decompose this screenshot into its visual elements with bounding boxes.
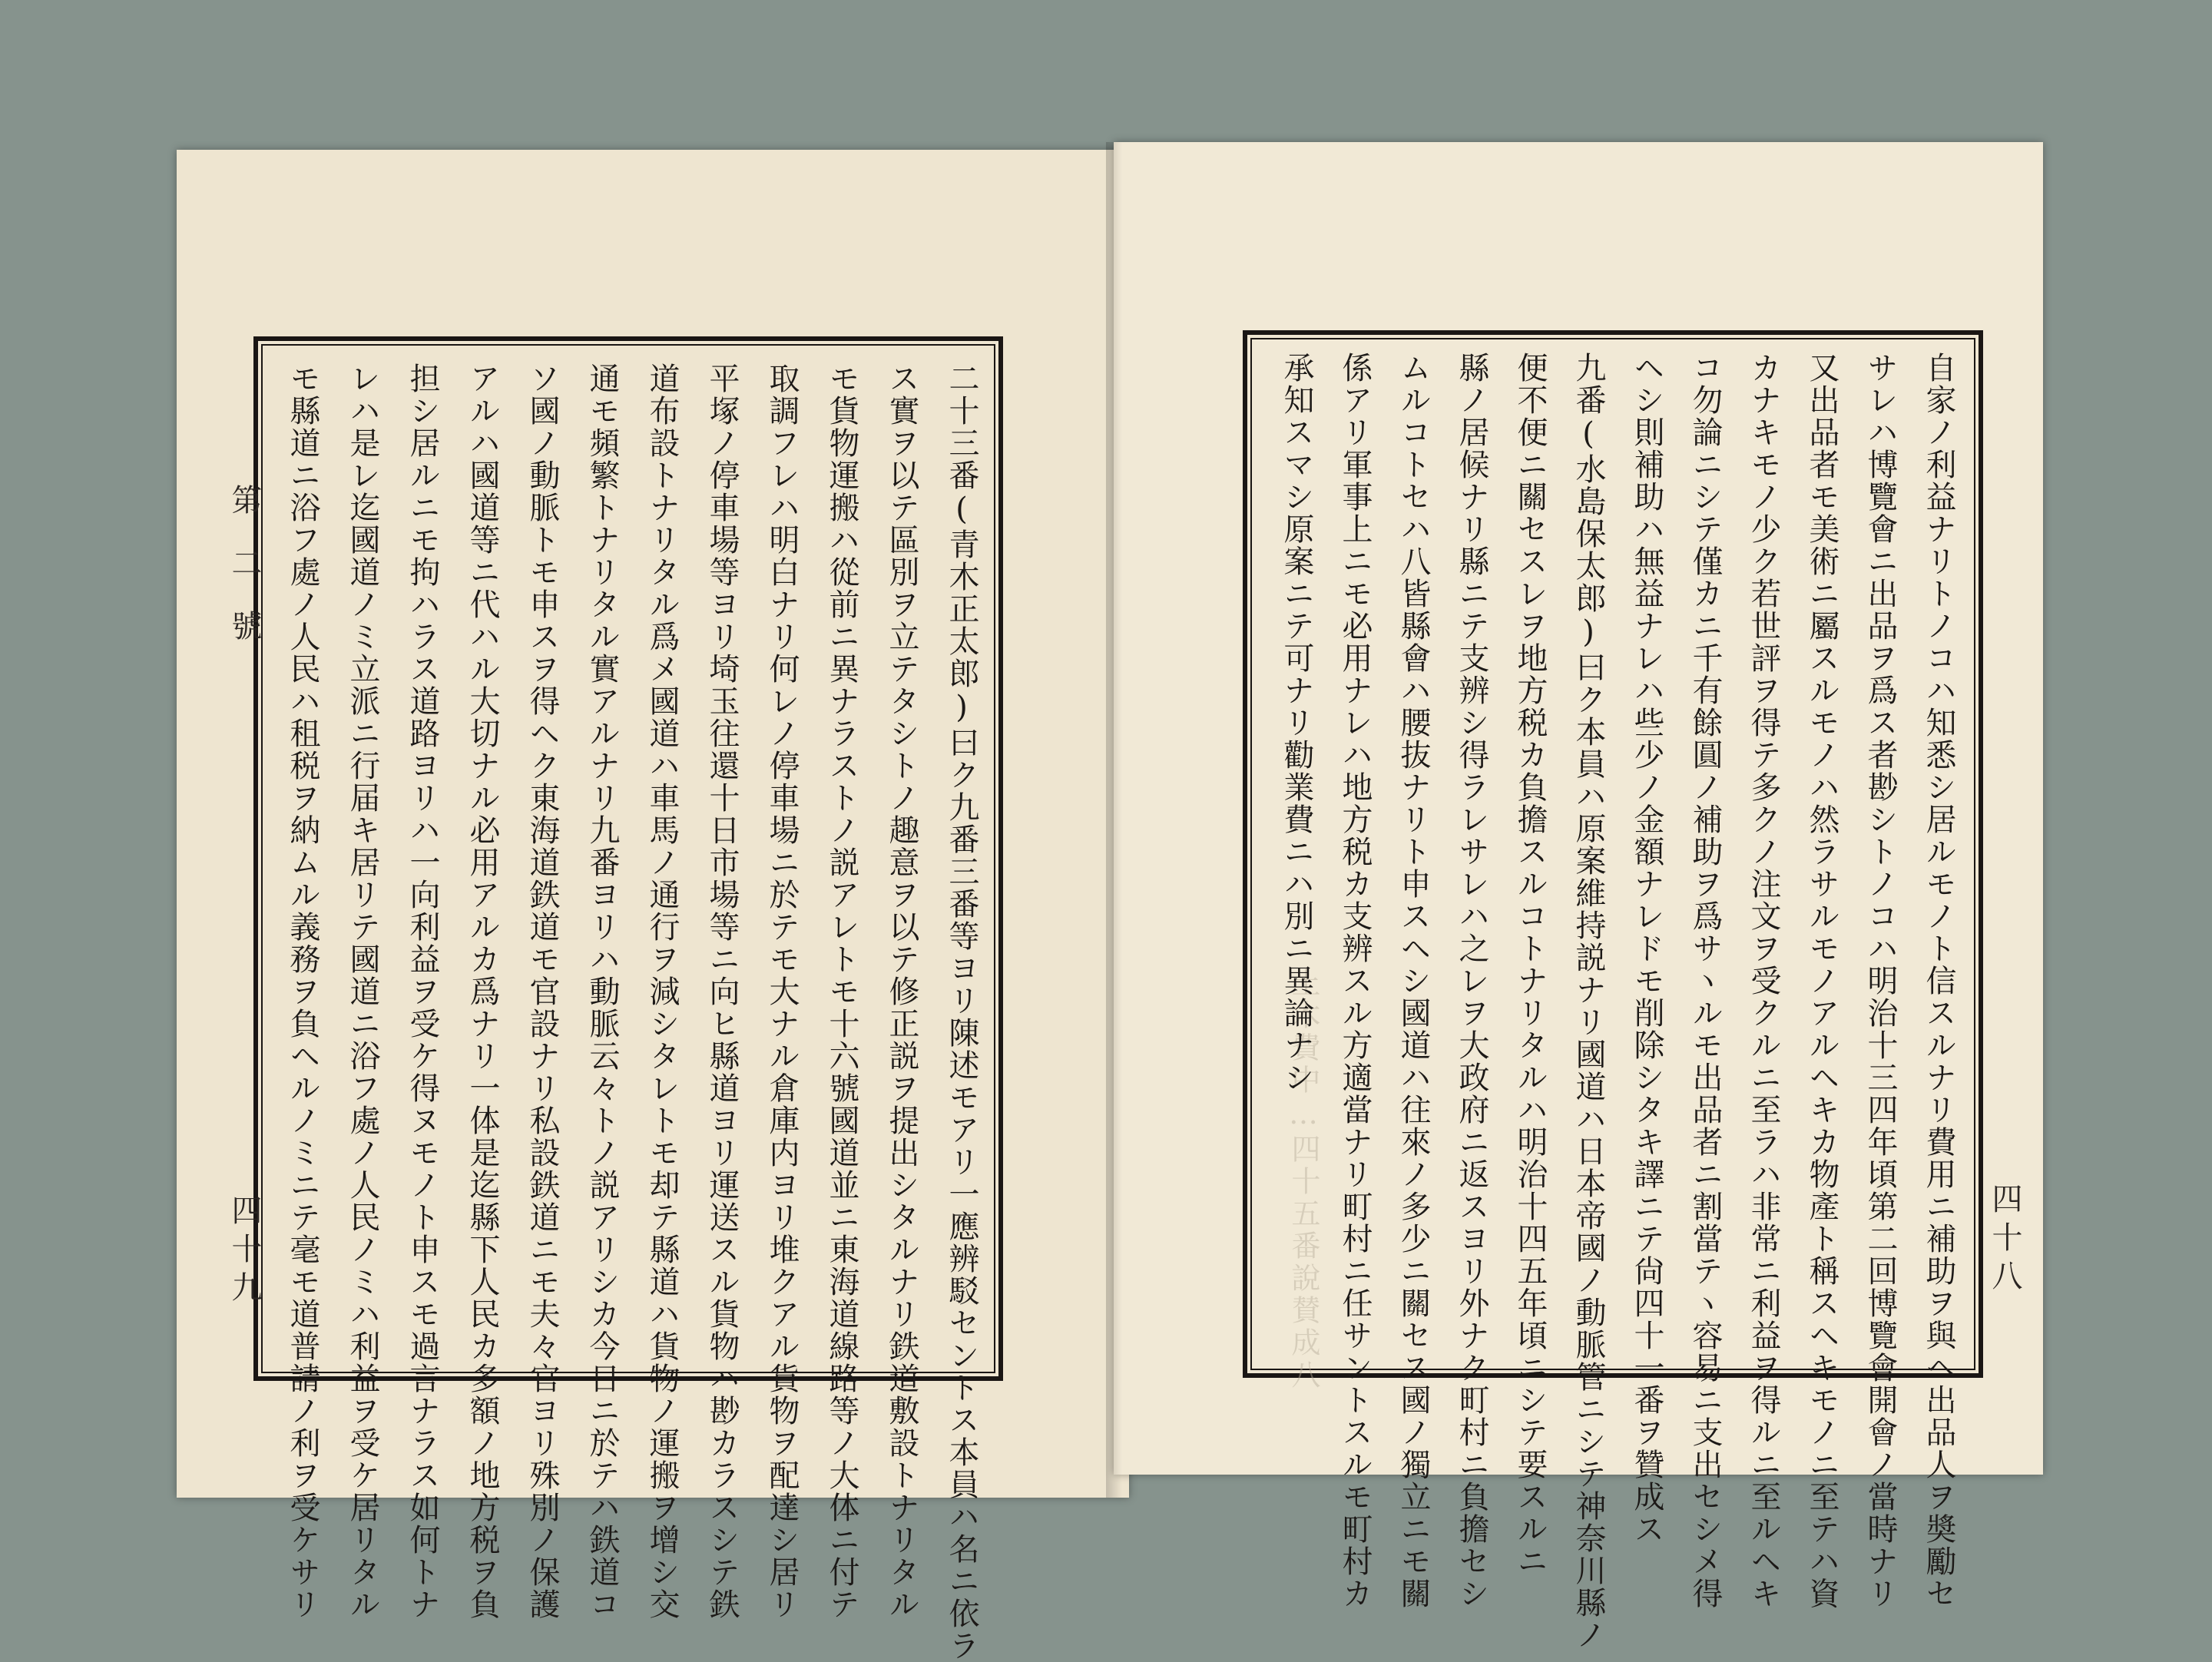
text-column: 承知スマシ原案ニテ可ナリ勸業費ニハ別ニ異論ナシ (1279, 352, 1314, 1094)
text-column: ソ國ノ動脈トモ申スヲ得ヘク東海道鉄道モ官設ナリ私設鉄道ニモ夫々官ヨリ殊別ノ保護 (525, 363, 560, 1621)
text-column: 縣ノ居候ナリ縣ニテ支辨シ得ラレサレハ之レヲ大政府ニ返スヨリ外ナク町村ニ負擔セシ (1454, 352, 1489, 1610)
bleed-through-text: 土木費中…四十五番說賛成八 (1286, 968, 1320, 1392)
text-column: ス實ヲ以テ區別ヲ立テタシトノ趣意ヲ以テ修正説ヲ提出シタルナリ鉄道敷設トナリタル (884, 363, 919, 1621)
text-column: ムルコトセハ八皆縣會ハ腰抜ナリト申スヘシ國道ハ往來ノ多少ニ關セス國ノ獨立ニモ關 (1396, 352, 1431, 1610)
text-column: コ勿論ニシテ僅カニ千有餘圓ノ補助ヲ爲サヽルモ出品者ニ割當テヽ容易ニ支出セシメ得 (1687, 352, 1723, 1610)
text-column: 通モ頻繁トナリタル實アルナリ九番ヨリハ動脈云々トノ説アリシカ今日ニ於テハ鉄道コ (584, 363, 620, 1621)
text-column: モ貨物運搬ハ從前ニ異ナラストノ説アレトモ十六號國道並ニ東海道線路等ノ大体ニ付テ (824, 363, 859, 1621)
text-column: 平塚ノ停車場等ヨリ埼玉往還十日市場等ニ向ヒ縣道ヨリ運送スル貨物ハ尠カラスシテ鉄 (704, 363, 740, 1621)
page-number-right: 四十八 (1987, 1183, 2022, 1298)
text-column: 便不便ニ關セスレヲ地方税カ負擔スルコトナリタルハ明治十四五年頃ニシテ要スルニ (1512, 352, 1548, 1578)
text-column: 九番(水島保太郎)曰ク本員ハ原案維持説ナリ國道ハ日本帝國ノ動脈管ニシテ神奈川縣ノ (1571, 352, 1606, 1651)
text-column: レハ是レ迄國道ノミ立派ニ行届キ居リテ國道ニ浴フ處ノ人民ノミハ利益ヲ受ケ居リタル (345, 363, 380, 1621)
book-gutter (1106, 142, 1129, 1498)
text-column: 担シ居ルニモ拘ハラス道路ヨリハ一向利益ヲ受ケ得ヌモノト申スモ過言ナラス如何トナ (405, 363, 440, 1621)
text-column: 自家ノ利益ナリトノコハ知悉シ居ルモノト信スルナリ費用ニ補助ヲ與ヘ出品人ヲ奬勵セ (1921, 352, 1956, 1610)
text-column: サレハ博覽會ニ出品ヲ爲ス者尠シトノコハ明治十三四年頃第二回博覽會開會ノ當時ナリ (1863, 352, 1898, 1610)
text-column: 取調フレハ明白ナリ何レノ停車場ニ於テモ大ナル倉庫内ヨリ堆クアル貨物ヲ配達シ居リ (764, 363, 800, 1621)
page-number-left: 四十九 (227, 1194, 262, 1309)
text-column: 二十三番(青木正太郎)曰ク九番三番等ヨリ陳述モアリ一應辨駁セントス本員ハ名ニ依ラ (944, 363, 979, 1662)
text-column: ヘシ則補助ハ無益ナレハ些少ノ金額ナレドモ削除シタキ譯ニテ尙四十一番ヲ贊成ス (1629, 352, 1664, 1545)
text-column: 又出品者モ美術ニ屬スルモノハ然ラサルモノアルヘキカ物產ト稱スヘキモノニ至テハ資 (1804, 352, 1839, 1610)
text-column: カナキモノ少ク若世評ヲ得テ多クノ注文ヲ受クルニ至ラハ非常ニ利益ヲ得ルニ至ルヘキ (1746, 352, 1781, 1610)
text-column: アルハ國道等ニ代ハル大切ナル必用アルカ爲ナリ一体是迄縣下人民カ多額ノ地方税ヲ負 (465, 363, 500, 1621)
text-column: 道布設トナリタル爲メ國道ハ車馬ノ通行ヲ減シタレトモ却テ縣道ハ貨物ノ運搬ヲ增シ交 (644, 363, 680, 1621)
text-column: モ縣道ニ浴フ處ノ人民ハ租税ヲ納ムル義務ヲ負ヘルノミニテ毫モ道普請ノ利ヲ受ケサリ (285, 363, 320, 1621)
issue-label: 第二號 (227, 484, 262, 673)
text-column: 係アリ軍事上ニモ必用ナレハ地方税カ支辨スル方適當ナリ町村ニ任サントスルモ町村カ (1337, 352, 1373, 1610)
